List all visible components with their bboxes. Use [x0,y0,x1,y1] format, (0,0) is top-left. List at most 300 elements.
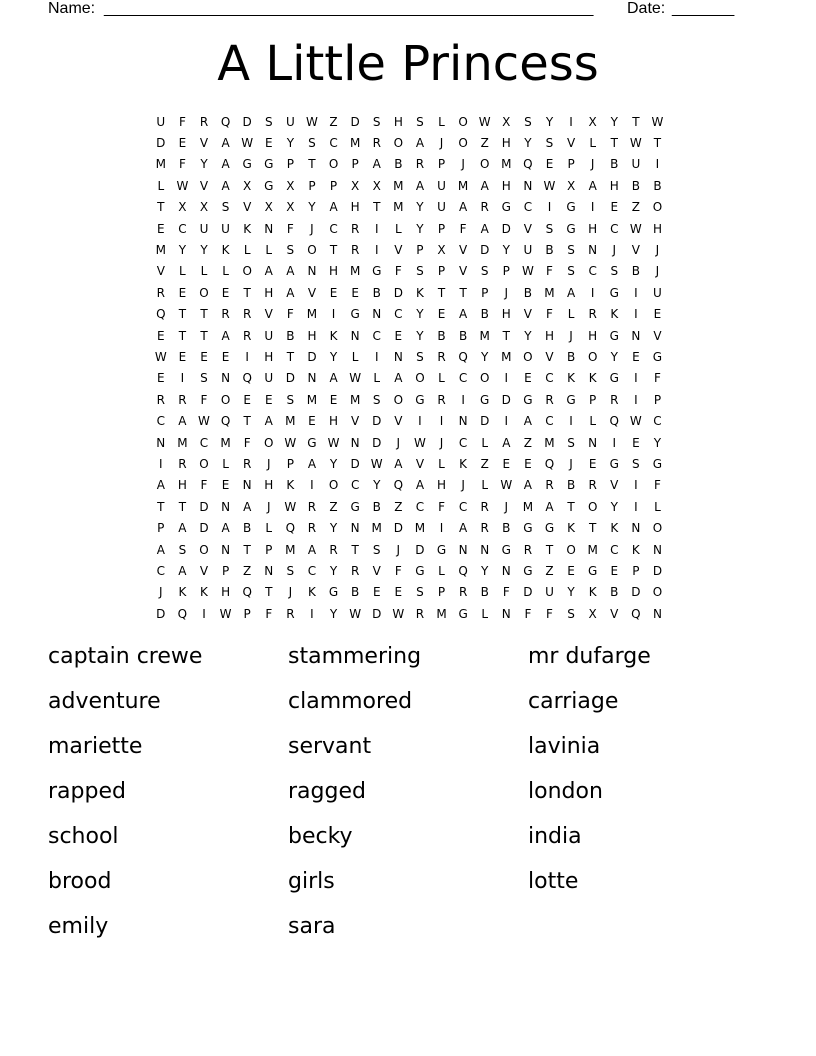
grid-letter: E [221,349,230,364]
grid-letter: I [655,157,660,172]
grid-letter: R [350,243,360,258]
grid-letter: L [481,606,489,621]
grid-letter: H [588,328,598,343]
grid-letter: A [243,499,252,514]
grid-letter: E [545,157,554,172]
grid-letter: K [178,585,187,600]
grid-letter: I [374,349,379,364]
grid-letter: G [609,285,619,300]
grid-letter: I [439,521,444,536]
word-bank-item: lavinia [528,734,601,759]
grid-letter: K [286,478,295,493]
grid-letter: S [610,264,619,279]
grid-letter: G [588,563,598,578]
grid-letter: T [200,307,208,322]
word-bank-item: clammored [288,689,413,714]
grid-letter: S [178,542,187,557]
grid-letter: R [610,392,619,407]
grid-letter: A [502,435,511,450]
grid-letter: Q [220,414,231,429]
grid-letter: G [415,563,425,578]
grid-row [150,389,670,410]
grid-letter: Q [544,456,555,471]
grid-row [150,325,670,346]
grid-letter: S [567,243,575,258]
grid-letter: G [350,499,360,514]
grid-letter: S [372,114,381,129]
grid-letter: E [264,392,273,407]
grid-letter: N [350,328,360,343]
grid-letter: V [459,243,468,258]
grid-letter: R [286,606,295,621]
grid-letter: G [501,542,511,557]
grid-letter: H [588,221,598,236]
grid-letter: M [501,157,512,172]
grid-letter: B [545,243,554,258]
grid-row [150,603,670,624]
grid-letter: Y [200,243,208,258]
grid-letter: M [393,178,404,193]
grid-letter: C [653,414,662,429]
word-bank-item: ragged [288,779,366,804]
grid-letter: D [372,414,382,429]
grid-letter: E [524,371,532,386]
date-blank-line: _______ [672,0,735,17]
grid-letter: S [372,392,381,407]
grid-letter: Y [524,328,532,343]
grid-letter: Q [458,349,468,364]
grid-letter: R [480,200,489,215]
grid-letter: I [461,392,465,407]
grid-letter: B [502,521,511,536]
grid-letter: R [415,157,425,172]
grid-letter: X [588,114,597,129]
grid-letter: A [156,478,165,493]
grid-letter: M [306,307,318,322]
grid-letter: I [634,307,638,322]
grid-letter: I [590,200,595,215]
grid-letter: Z [243,563,252,578]
word-bank-item: emily [48,914,109,939]
grid-letter: H [264,349,274,364]
grid-letter: U [437,200,446,215]
grid-letter: A [523,414,532,429]
grid-letter: L [438,371,445,386]
grid-letter: L [351,349,359,364]
grid-letter: W [629,414,642,429]
word-bank-item: becky [288,824,353,849]
grid-letter: S [545,221,554,236]
grid-letter: P [437,585,446,600]
grid-letter: X [286,178,295,193]
grid-letter: U [437,178,446,193]
grid-letter: R [545,392,554,407]
grid-letter: M [349,136,361,151]
grid-letter: R [523,542,533,557]
grid-letter: W [176,178,189,193]
grid-letter: B [610,585,619,600]
grid-letter: D [242,114,252,129]
grid-letter: G [523,563,533,578]
grid-row [150,582,670,603]
grid-letter: O [458,136,468,151]
grid-letter: C [545,414,554,429]
grid-letter: C [523,200,533,215]
grid-letter: U [264,328,274,343]
grid-letter: G [523,521,533,536]
grid-letter: U [221,221,230,236]
grid-letter: N [458,414,468,429]
grid-row [150,517,670,538]
grid-letter: V [610,606,619,621]
grid-row [150,539,670,560]
grid-letter: J [288,585,293,600]
grid-letter: F [178,114,186,129]
grid-letter: O [393,136,404,151]
grid-letter: J [461,157,465,172]
grid-letter: U [285,114,295,129]
grid-letter: D [372,435,382,450]
grid-letter: I [504,414,509,429]
grid-letter: O [307,243,317,258]
grid-letter: A [307,542,317,557]
grid-letter: V [566,136,576,151]
grid-letter: X [566,178,576,193]
grid-letter: A [480,221,489,236]
grid-letter: P [286,157,294,172]
grid-letter: A [307,456,317,471]
grid-letter: T [653,136,662,151]
grid-letter: J [461,478,465,493]
grid-letter: S [567,264,575,279]
grid-letter: O [479,371,490,386]
grid-letter: E [502,456,511,471]
grid-letter: V [351,414,360,429]
grid-row [150,175,670,196]
word-bank-item: stammering [288,644,422,669]
grid-letter: F [394,264,402,279]
grid-letter: X [286,200,295,215]
grid-letter: H [307,328,317,343]
grid-letter: Y [416,307,424,322]
grid-row [150,218,670,239]
word-bank-item: mr dufarge [528,644,651,669]
grid-letter: O [415,371,425,386]
grid-letter: G [242,157,252,172]
grid-letter: F [546,606,553,621]
grid-letter: E [200,349,208,364]
grid-letter: T [157,200,165,215]
grid-letter: Y [286,136,295,151]
word-bank-item: brood [48,869,112,894]
grid-letter: R [156,392,165,407]
grid-letter: T [178,328,187,343]
grid-letter: F [200,478,208,493]
grid-letter: K [308,585,316,600]
grid-letter: D [480,414,490,429]
grid-letter: E [632,349,640,364]
grid-letter: M [587,542,598,557]
grid-letter: O [652,585,663,600]
grid-letter: A [286,264,295,279]
grid-row [150,261,670,282]
grid-letter: A [459,200,468,215]
grid-row [150,496,670,517]
grid-letter: N [523,178,533,193]
grid-letter: E [372,585,381,600]
grid-letter: G [544,521,555,536]
grid-letter: C [329,136,338,151]
grid-letter: I [439,414,444,429]
grid-letter: J [396,435,401,450]
grid-letter: Y [329,521,338,536]
grid-letter: G [566,392,576,407]
grid-letter: W [392,606,405,621]
grid-letter: W [500,478,513,493]
grid-letter: L [222,456,229,471]
grid-letter: R [372,136,381,151]
grid-letter: V [307,285,317,300]
grid-letter: O [523,349,533,364]
grid-letter: T [178,307,187,322]
grid-letter: N [631,328,641,343]
name-label: Name: [48,0,96,17]
grid-letter: K [459,456,468,471]
grid-row [150,560,670,581]
grid-letter: J [310,221,314,236]
grid-letter: F [178,157,186,172]
grid-letter: R [545,478,554,493]
grid-letter: S [286,563,295,578]
grid-letter: R [458,585,468,600]
grid-letter: O [587,499,598,514]
grid-letter: F [459,221,467,236]
grid-letter: B [480,307,489,322]
grid-letter: F [243,435,251,450]
grid-letter: W [478,114,491,129]
grid-letter: P [653,392,662,407]
grid-letter: A [459,307,468,322]
grid-letter: G [350,307,360,322]
grid-letter: I [310,606,314,621]
grid-letter: V [610,478,619,493]
grid-letter: E [329,392,338,407]
header-line [48,0,768,20]
grid-letter: Y [524,136,532,151]
grid-letter: R [199,114,209,129]
grid-letter: R [307,499,317,514]
grid-letter: X [502,114,511,129]
grid-letter: T [265,585,273,600]
grid-letter: T [502,328,510,343]
grid-letter: D [156,136,166,151]
grid-letter: S [286,392,295,407]
grid-letter: K [631,542,640,557]
grid-letter: A [329,371,338,386]
grid-letter: O [242,264,252,279]
grid-letter: B [437,328,446,343]
grid-letter: O [220,392,231,407]
grid-letter: G [415,392,425,407]
grid-letter: A [588,178,597,193]
grid-letter: E [157,371,165,386]
grid-letter: V [372,563,381,578]
grid-letter: R [350,221,360,236]
grid-letter: J [159,585,163,600]
grid-letter: Q [220,114,231,129]
grid-letter: A [221,521,230,536]
grid-letter: L [438,114,445,129]
grid-letter: Y [329,563,338,578]
grid-letter: I [159,456,163,471]
grid-letter: N [307,371,317,386]
grid-letter: F [265,606,273,621]
grid-letter: E [567,563,575,578]
grid-letter: H [350,200,360,215]
grid-letter: B [566,349,576,364]
grid-letter: E [157,328,165,343]
grid-letter: D [523,585,533,600]
grid-letter: J [504,285,509,300]
word-bank-item: lotte [528,869,579,894]
word-bank-item: carriage [528,689,619,714]
grid-letter: L [654,499,661,514]
grid-letter: P [502,264,510,279]
grid-letter: N [264,221,274,236]
grid-letter: E [308,414,316,429]
grid-letter: F [654,478,661,493]
grid-letter: T [178,499,187,514]
grid-letter: V [264,307,273,322]
grid-letter: A [178,414,187,429]
grid-letter: N [264,563,274,578]
grid-letter: B [653,178,662,193]
grid-letter: E [178,136,187,151]
grid-letter: E [610,563,619,578]
grid-letter: S [372,542,381,557]
grid-letter: H [501,307,511,322]
grid-letter: R [437,392,446,407]
grid-letter: L [567,307,575,322]
grid-letter: Y [416,200,424,215]
grid-letter: G [501,200,511,215]
grid-letter: T [243,285,251,300]
grid-row [150,432,670,453]
grid-letter: W [370,456,383,471]
grid-letter: N [588,435,598,450]
grid-letter: G [523,392,533,407]
grid-letter: P [437,221,446,236]
date-label: Date: [627,0,666,17]
grid-letter: E [178,285,187,300]
grid-letter: R [221,307,230,322]
grid-letter: X [588,606,597,621]
grid-letter: D [652,563,663,578]
grid-letter: N [393,349,403,364]
grid-letter: X [243,178,252,193]
grid-letter: A [372,157,381,172]
grid-letter: Y [329,349,338,364]
grid-letter: S [286,243,295,258]
grid-letter: G [652,456,663,471]
grid-letter: M [371,521,382,536]
grid-letter: N [350,435,360,450]
grid-letter: E [610,200,619,215]
grid-letter: Z [545,563,554,578]
grid-letter: F [546,264,553,279]
grid-letter: R [178,456,187,471]
grid-letter: R [480,521,489,536]
grid-letter: R [588,478,597,493]
grid-letter: D [501,221,511,236]
grid-letter: G [566,221,576,236]
grid-letter: Q [285,521,296,536]
grid-letter: C [372,328,381,343]
grid-letter: Y [481,563,489,578]
grid-letter: C [307,563,317,578]
grid-letter: F [286,221,294,236]
grid-letter: Q [609,414,619,429]
grid-letter: N [501,606,511,621]
grid-letter: Y [178,243,187,258]
grid-letter: A [286,285,295,300]
grid-letter: N [652,542,662,557]
grid-letter: M [414,521,426,536]
grid-letter: G [609,456,619,471]
grid-letter: J [396,542,401,557]
grid-letter: A [221,178,230,193]
grid-letter: F [286,307,294,322]
grid-letter: K [221,243,230,258]
grid-letter: A [178,563,187,578]
grid-letter: H [501,136,511,151]
grid-letter: I [418,414,422,429]
grid-letter: S [524,114,532,129]
grid-letter: S [416,585,424,600]
grid-letter: V [523,307,532,322]
grid-letter: B [372,499,381,514]
grid-letter: T [329,243,338,258]
grid-letter: J [569,456,573,471]
grid-letter: L [179,264,186,279]
grid-letter: Q [631,606,641,621]
grid-letter: Q [156,307,166,322]
grid-letter: S [567,435,575,450]
grid-letter: E [437,307,446,322]
grid-letter: O [652,521,663,536]
grid-letter: N [221,499,231,514]
grid-letter: W [284,435,297,450]
grid-letter: P [265,542,273,557]
grid-letter: T [545,542,554,557]
grid-letter: I [180,371,185,386]
grid-letter: C [610,221,619,236]
grid-letter: V [199,563,209,578]
grid-letter: I [634,285,638,300]
grid-letter: D [199,521,209,536]
grid-letter: N [458,542,468,557]
grid-letter: V [545,349,554,364]
grid-letter: W [349,606,362,621]
grid-letter: V [156,264,165,279]
grid-letter: R [178,392,187,407]
grid-letter: M [522,499,534,514]
grid-letter: P [221,563,230,578]
grid-letter: P [416,243,424,258]
grid-letter: C [178,221,187,236]
grid-letter: K [567,521,576,536]
grid-letter: M [306,392,318,407]
